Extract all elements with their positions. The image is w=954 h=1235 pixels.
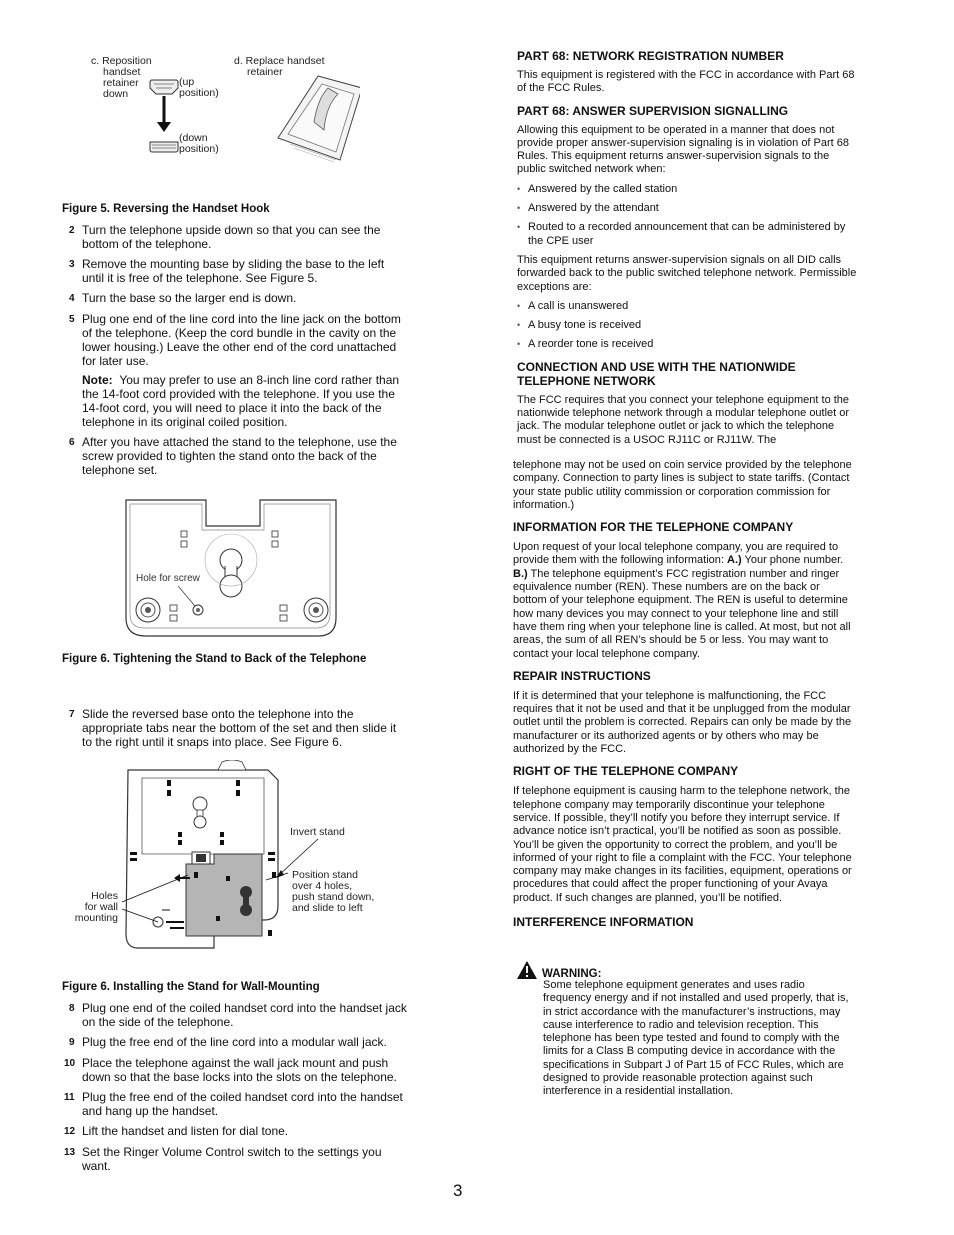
holes-wall-mounting-label bbox=[62, 891, 118, 924]
bullet-text: Answered by the called station bbox=[528, 182, 678, 195]
bullet-text: Answered by the attendant bbox=[528, 202, 659, 215]
figure5-label-c-line: retainer bbox=[103, 77, 139, 89]
bullet-text: Routed to a recorded announcement that can be administered by the CPE user bbox=[528, 221, 846, 247]
list-item bbox=[62, 1056, 407, 1084]
part68-answer-text: Allowing this equipment to be operated in a manner that does not provide proper answer-supervision signaling is in violation of Part 68 Rules. This equipment returns answer-supervision signals to the public switched network when: bbox=[517, 123, 850, 176]
step-number: 13 bbox=[64, 1147, 76, 1158]
connection-text: The FCC requires that you connect your telephone equipment to the nationwide telephone network through a modular telephone outlet or jack. The modular telephone outlet or jack to which the telephone must be connected is a USOC RJ11C or RJ11W. The bbox=[517, 393, 850, 446]
bullet-icon: • bbox=[517, 320, 521, 331]
bullet-text: A call is unanswered bbox=[528, 299, 629, 312]
figure5-label-c-line: down bbox=[103, 88, 129, 100]
bullet-text: A busy tone is received bbox=[528, 319, 642, 332]
step-text: Remove the mounting base by sliding the base to the left until it is free of the telephone. See Figure 5. bbox=[82, 257, 385, 285]
step-number: 10 bbox=[64, 1058, 76, 1069]
step-text: Set the Ringer Volume Control switch to the settings you want. bbox=[82, 1145, 382, 1173]
figure5-up-line: position) bbox=[179, 87, 219, 99]
step-number: 6 bbox=[69, 437, 75, 448]
continued-text: telephone may not be used on coin service provided by the telephone company. Connection to party lines is subject to state tariffs. (Contact your state public utility commission or corporation commission for information.) bbox=[513, 459, 852, 511]
holes-line: Holes bbox=[91, 890, 118, 902]
steps-list-c bbox=[62, 1001, 407, 1173]
repair-text: If it is determined that your telephone is malfunctioning, the FCC requires that it not be used and that it be unplugged from the modular outlet until the problem is corrected. Repairs can only be made by the manufacturer or its authorized agents or by others who may be authorized by the FCC. bbox=[513, 689, 852, 756]
figure6b-title: Figure 6. Installing the Stand for Wall-Mounting bbox=[62, 981, 320, 993]
list-item bbox=[62, 1090, 407, 1118]
step-text: Slide the reversed base onto the telephone into the appropriate tabs near the bottom of the set and then slide it to the right until it snaps into place. See Figure 6. bbox=[82, 707, 397, 749]
step-number: 8 bbox=[69, 1003, 75, 1014]
step-number: 2 bbox=[69, 225, 75, 236]
part68-answer-heading: PART 68: ANSWER SUPERVISION SIGNALLING bbox=[517, 103, 789, 118]
step-text: Place the telephone against the wall jack mount and push down so that the base locks into the slots on the telephone. bbox=[82, 1056, 397, 1084]
figure5-label-c-line: handset bbox=[103, 66, 141, 78]
list-item bbox=[517, 183, 857, 196]
part68-registration-text: This equipment is registered with the FCC in accordance with Part 68 of the FCC Rules. bbox=[517, 69, 855, 95]
right-column-bottom bbox=[513, 459, 853, 929]
figure5-label-c-line: c. Reposition bbox=[91, 55, 152, 67]
step-number: 5 bbox=[69, 314, 75, 325]
interference-heading: INTERFERENCE INFORMATION bbox=[513, 915, 694, 930]
position-stand-line: over 4 holes, bbox=[292, 880, 353, 892]
step-number: 4 bbox=[69, 293, 75, 304]
step-text: Plug one end of the coiled handset cord into the handset jack on the side of the telephone. bbox=[82, 1001, 407, 1029]
step-number: 9 bbox=[69, 1037, 75, 1048]
warning-label: WARNING: bbox=[542, 968, 602, 980]
hole-for-screw-label: Hole for screw bbox=[136, 573, 200, 584]
bullet-text: A reorder tone is received bbox=[528, 338, 654, 351]
figure5-title: Figure 5. Reversing the Handset Hook bbox=[62, 203, 270, 215]
page-number: 3 bbox=[453, 1181, 463, 1200]
figure5-label-d-line: d. Replace handset bbox=[234, 55, 325, 67]
list-item bbox=[517, 300, 857, 313]
step-number: 11 bbox=[64, 1092, 75, 1103]
figure5-down-line: (down bbox=[179, 132, 208, 144]
info-text bbox=[513, 541, 853, 661]
invert-stand-label: Invert stand bbox=[290, 826, 345, 838]
step-number: 12 bbox=[64, 1126, 76, 1137]
bullet-icon: • bbox=[517, 183, 521, 194]
position-stand-label bbox=[292, 870, 374, 914]
right-of-company-heading: RIGHT OF THE TELEPHONE COMPANY bbox=[513, 764, 739, 779]
figure5-up-line: (up bbox=[179, 76, 195, 88]
part68-registration-heading: PART 68: NETWORK REGISTRATION NUMBER bbox=[517, 49, 784, 63]
repair-heading: REPAIR INSTRUCTIONS bbox=[513, 668, 651, 683]
list-item bbox=[517, 221, 857, 248]
list-item bbox=[62, 1001, 407, 1029]
bullet-icon: • bbox=[517, 339, 521, 350]
position-stand-line: and slide to left bbox=[292, 902, 363, 914]
connection-heading: CONNECTION AND USE WITH THE NATIONWIDE TELEPHONE NETWORK bbox=[517, 359, 796, 388]
info-marker-b: B.) bbox=[513, 567, 528, 580]
list-item bbox=[517, 202, 857, 215]
bullet-icon: • bbox=[517, 300, 521, 311]
step-text: Plug one end of the line cord into the line jack on the bottom of the telephone. (Keep the cord bundle in the cavity on the lower housing.) Leave the other end of the cord unattached for later use. bbox=[82, 312, 401, 368]
info-text-part: The telephone equipment’s FCC registration number and ringer equivalence number (REN). These numbers are on the back or bottom of your telephone equipment. The REN is useful to determine how many devices you may connect to your telephone line and still have them ring when your telephone line is called. At most, but not all areas, the sum of all REN’s should be 5 or less. You may want to contact your local telephone company. bbox=[513, 567, 851, 660]
info-marker-a: A.) bbox=[727, 554, 742, 567]
note-label: Note: bbox=[82, 373, 113, 387]
warning-icon bbox=[516, 960, 538, 980]
position-stand-line: push stand down, bbox=[292, 891, 375, 903]
warning-text: Some telephone equipment generates and uses radio frequency energy and if not installed and used properly, that is, in strict accordance with the manufacturer’s instructions, may cause interference to radio and television reception. This telephone has been type tested and found to comply with the limits for a Class B computing device in accordance with the specifications in Subpart J of Part 15 of FCC Rules, which are designed to provide reasonable protection against such interference in a residential installation. bbox=[543, 979, 849, 1098]
bullet-icon: • bbox=[517, 203, 521, 214]
did-text: This equipment returns answer-supervision signals on all DID calls forwarded back to the public switched telephone network. Permissible exceptions are: bbox=[517, 253, 857, 293]
step-text: After you have attached the stand to the telephone, use the screw provided to tighten the stand onto the back of the telephone set. bbox=[82, 435, 397, 477]
bullet-icon: • bbox=[517, 222, 521, 233]
step-text: Lift the handset and listen for dial tone. bbox=[82, 1124, 289, 1138]
info-heading: INFORMATION FOR THE TELEPHONE COMPANY bbox=[513, 520, 794, 535]
list-item bbox=[517, 319, 857, 332]
figure5-label-d-line: retainer bbox=[247, 66, 283, 78]
right-of-company-text: If telephone equipment is causing harm to the telephone network, the telephone company may temporarily discontinue your telephone service. If possible, they’ll notify you before they interrupt service. If advance notice isn’t practical, you’ll be notified as soon as possible. You’ll be given the opportunity to correct the problem, and you’ll be informed of your right to file a complaint with the FCC. Your telephone company may make changes in its facilities, equipment, operations or procedures that could affect the proper functioning of your Avaya product. If such changes are planned, you’ll be notified. bbox=[513, 785, 852, 904]
position-stand-line: Position stand bbox=[292, 869, 358, 881]
step-text: Plug the free end of the line cord into a modular wall jack. bbox=[82, 1035, 387, 1049]
figure6a-title: Figure 6. Tightening the Stand to Back of the Telephone bbox=[62, 653, 367, 665]
step-number: 7 bbox=[69, 709, 75, 720]
step-number: 3 bbox=[69, 259, 75, 270]
list-item bbox=[517, 338, 857, 351]
step-text: Turn the base so the larger end is down. bbox=[82, 291, 297, 305]
right-column-top bbox=[517, 49, 857, 447]
step-text: Plug the free end of the coiled handset cord into the handset and hang up the handset. bbox=[82, 1090, 403, 1118]
list-item bbox=[62, 1035, 407, 1050]
holes-line: for wall bbox=[84, 901, 118, 913]
info-text-part: Your phone number. bbox=[741, 554, 844, 567]
step-text: Turn the telephone upside down so that you can see the bottom of the telephone. bbox=[82, 223, 381, 251]
holes-line: mounting bbox=[74, 912, 118, 924]
list-item bbox=[62, 1145, 407, 1173]
list-item bbox=[62, 1124, 407, 1139]
info-text-part: Upon request of your local telephone company, you are required to provide them with the following information: bbox=[513, 541, 839, 567]
note-text: You may prefer to use an 8-inch line cord rather than the 14-foot cord provided with the telephone. If you use the 14-foot cord, you will need to place it into the back of the telephone in its original coiled position. bbox=[82, 373, 400, 429]
figure5-down-line: position) bbox=[179, 143, 219, 155]
